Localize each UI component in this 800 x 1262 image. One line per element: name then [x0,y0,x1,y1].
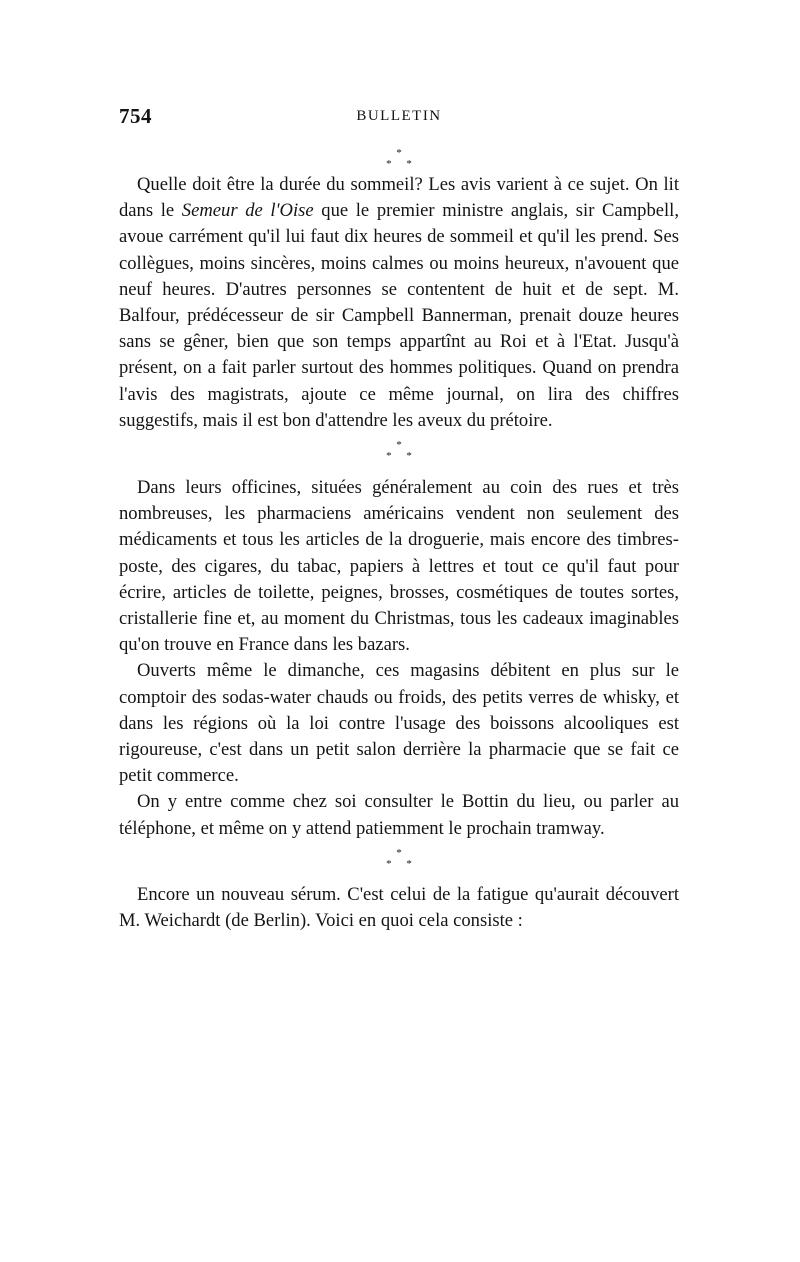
paragraph-sunday-opening: Ouverts même le dimanche, ces magasins débitent en plus sur le comptoir des sodas-water chauds ou froids, des petits verres de whisky, et dans les régions où la loi contre l'usage des boissons alcooliques est rigoureuse, c'est dans un petit salon derrière la pharmacie que se fait ce petit commerce. [119,660,679,787]
asterism-top: * [396,846,402,859]
page-header [119,104,679,134]
paragraph-text: Quelle doit être la durée du sommeil? Les avis varient à ce sujet. On lit dans le [119,174,679,222]
asterism-bottom: * * [386,450,418,463]
running-title: BULLETIN [356,108,442,124]
paragraph-sleep-duration [119,172,679,434]
asterism-separator [379,148,419,170]
paragraph-text: que le premier ministre anglais, sir Campbell, avoue carrément qu'il lui faut dix heures de sommeil et qu'il les prend. Ses collègues, moins sincères, moins calmes ou moins heureux, n'avouent que neuf heures. D'autres personnes se contentent de huit et de sept. M. Balfour, prédécesseur de sir Campbell Bannerman, prenait douze heures sans se gêner, bien que son temps appartînt au Roi et à l'Etat. Jusqu'à présent, on a fait parler surtout des hommes politiques. Quand on prendra l'avis des magistrats, ajoute ce même journal, on lira des chiffres suggestifs, mais il est bon d'attendre les aveux du prétoire. [119,200,679,431]
asterism-separator [379,848,419,870]
page-number: 754 [119,104,152,128]
book-page [119,104,679,934]
paragraph-american-pharmacies: Dans leurs officines, situées généralement au coin des rues et très nombreuses, les pharmaciens américains vendent non seulement des médicaments et tous les articles de la droguerie, mais encore des timbres-poste, des cigares, du tabac, papiers à lettres et tout ce qu'il faut pour écrire, articles de toilette, peignes, brosses, cosmétiques de toutes sortes, cristallerie fine et, au moment du Christmas, tous les cadeaux imaginables qu'on trouve en France dans les bazars. [119,477,679,656]
paragraph-bottin-telephone: On y entre comme chez soi consulter le Bottin du lieu, ou parler au téléphone, et même on y attend patiemment le prochain tramway. [119,791,679,839]
asterism-top: * [396,147,402,159]
asterism-top: * [396,439,402,452]
asterism-bottom: * * [386,158,418,170]
asterism-bottom: * * [386,857,418,870]
paragraph-fatigue-serum: Encore un nouveau sérum. C'est celui de la fatigue qu'aurait découvert M. Weichardt (de Berlin). Voici en quoi cela consiste : [119,883,679,932]
asterism-separator [379,440,419,462]
newspaper-title: Semeur de l'Oise [181,200,314,222]
